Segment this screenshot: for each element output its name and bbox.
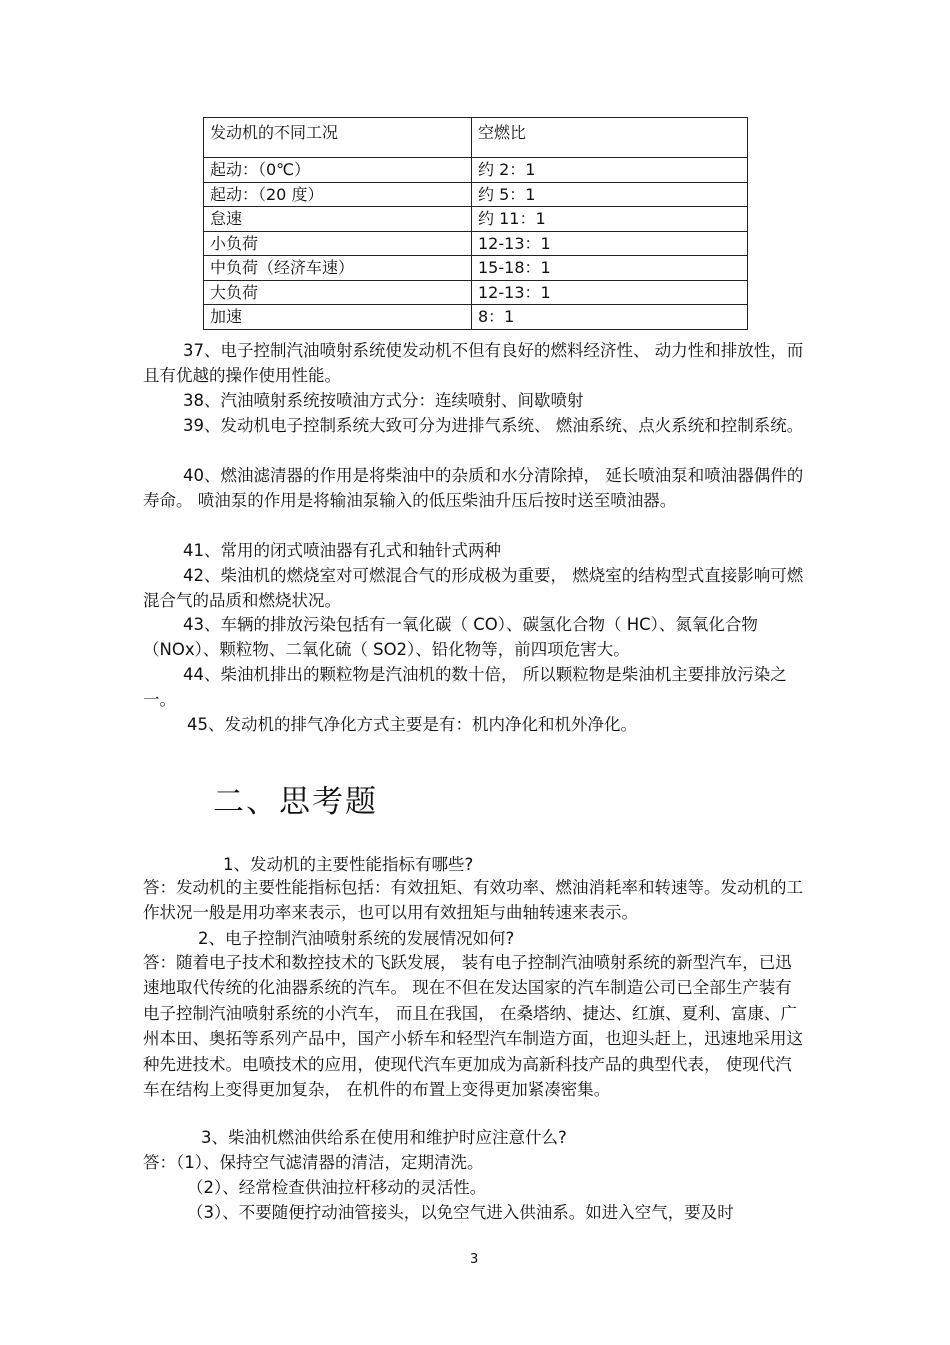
fill-item-38: 38、汽油喷射系统按喷油方式分：连续喷射、间歇喷射: [183, 391, 584, 410]
think-answer-2: 答：随着电子技术和数控技术的飞跃发展， 装有电子控制汽油喷射系统的新型汽车，已迅速地取代传统的化油器系统的汽车。 现在不但在发达国家的汽车制造公司已全部生产装有电子控制汽油喷射系统的小汽车， 而且在我国， 在桑塔纳、捷达、红旗、夏利、富康、广州本田、奥拓等系列产品中，国产小轿车和轻型汽车制造方面，也迎头赶上，迅速地采用这种先进技术。电喷技术的应用，使现代汽车更加成为高新科技产品的典型代表， 使现代汽车在结构上变得更加复杂， 在机件的布置上变得更加紧凑密集。: [143, 953, 803, 1100]
think-answer-3-3: （3）、不要随便拧动油管接头，以免空气进入供油系。如进入空气，要及时: [187, 1203, 734, 1222]
table-cell: 约 11：1: [472, 207, 748, 232]
fill-item-43: 43、车辆的排放污染包括有一氧化碳（ CO）、碳氢化合物（ HC）、氮氧化合物（NOx）、颗粒物、二氧化硫（ SO2）、铅化物等，前四项危害大。: [143, 615, 758, 660]
table-header-row: [204, 118, 748, 158]
table-cell: 起动：（20 度）: [204, 182, 472, 207]
table-row: [204, 280, 748, 305]
table-cell: 起动：（0℃）: [204, 158, 472, 183]
table-row: [204, 256, 748, 281]
think-question-3: 3、柴油机燃油供给系在使用和维护时应注意什么?: [201, 1128, 567, 1147]
table-cell: 中负荷（经济车速）: [204, 256, 472, 281]
fill-item-42: 42、柴油机的燃烧室对可燃混合气的形成极为重要， 燃烧室的结构型式直接影响可燃混合气的品质和燃烧状况。: [143, 566, 804, 611]
fill-item-44: 44、柴油机排出的颗粒物是汽油机的数十倍， 所以颗粒物是柴油机主要排放污染之一。: [143, 665, 787, 710]
table-cell: 怠速: [204, 207, 472, 232]
fill-item-40: 40、燃油滤清器的作用是将柴油中的杂质和水分清除掉， 延长喷油泵和喷油器偶件的寿命。 喷油泵的作用是将输油泵输入的低压柴油升压后按时送至喷油器。: [143, 466, 804, 511]
table-cell: 12-13：1: [472, 280, 748, 305]
table-header-cell: 空燃比: [472, 118, 748, 158]
think-answer-3-2: （2）、经常检查供油拉杆移动的灵活性。: [187, 1178, 487, 1197]
table-row: [204, 231, 748, 256]
table-row: [204, 182, 748, 207]
table-cell: 加速: [204, 305, 472, 330]
fill-item-39: 39、发动机电子控制系统大致可分为进排气系统、 燃油系统、点火系统和控制系统。: [183, 416, 804, 435]
table-header-cell: 发动机的不同工况: [204, 118, 472, 158]
page-number: 3: [470, 1252, 479, 1267]
table-cell: 约 2：1: [472, 158, 748, 183]
table-cell: 大负荷: [204, 280, 472, 305]
air-fuel-ratio-table: [203, 117, 748, 330]
think-question-1: 1、发动机的主要性能指标有哪些?: [223, 855, 474, 874]
table-cell: 小负荷: [204, 231, 472, 256]
think-answer-3-1: 答：（1）、保持空气滤清器的清洁，定期清洗。: [143, 1153, 484, 1172]
table-row: [204, 158, 748, 183]
table-cell: 8：1: [472, 305, 748, 330]
think-question-2: 2、电子控制汽油喷射系统的发展情况如何?: [198, 929, 515, 948]
fill-item-37: 37、电子控制汽油喷射系统使发动机不但有良好的燃料经济性、 动力性和排放性，而且有优越的操作使用性能。: [143, 341, 804, 386]
think-answer-1: 答：发动机的主要性能指标包括：有效扭矩、有效功率、燃油消耗率和转速等。发动机的工作状况一般是用功率来表示，也可以用有效扭矩与曲轴转速来表示。: [143, 878, 803, 923]
section-title: 二、思考题: [213, 784, 378, 820]
table-row: [204, 207, 748, 232]
fill-item-41: 41、常用的闭式喷油器有孔式和轴针式两种: [183, 541, 501, 560]
fill-item-45: 45、发动机的排气净化方式主要是有：机内净化和机外净化。: [187, 715, 637, 734]
table-cell: 约 5：1: [472, 182, 748, 207]
table-row: [204, 305, 748, 330]
table-cell: 15-18：1: [472, 256, 748, 281]
table-cell: 12-13：1: [472, 231, 748, 256]
